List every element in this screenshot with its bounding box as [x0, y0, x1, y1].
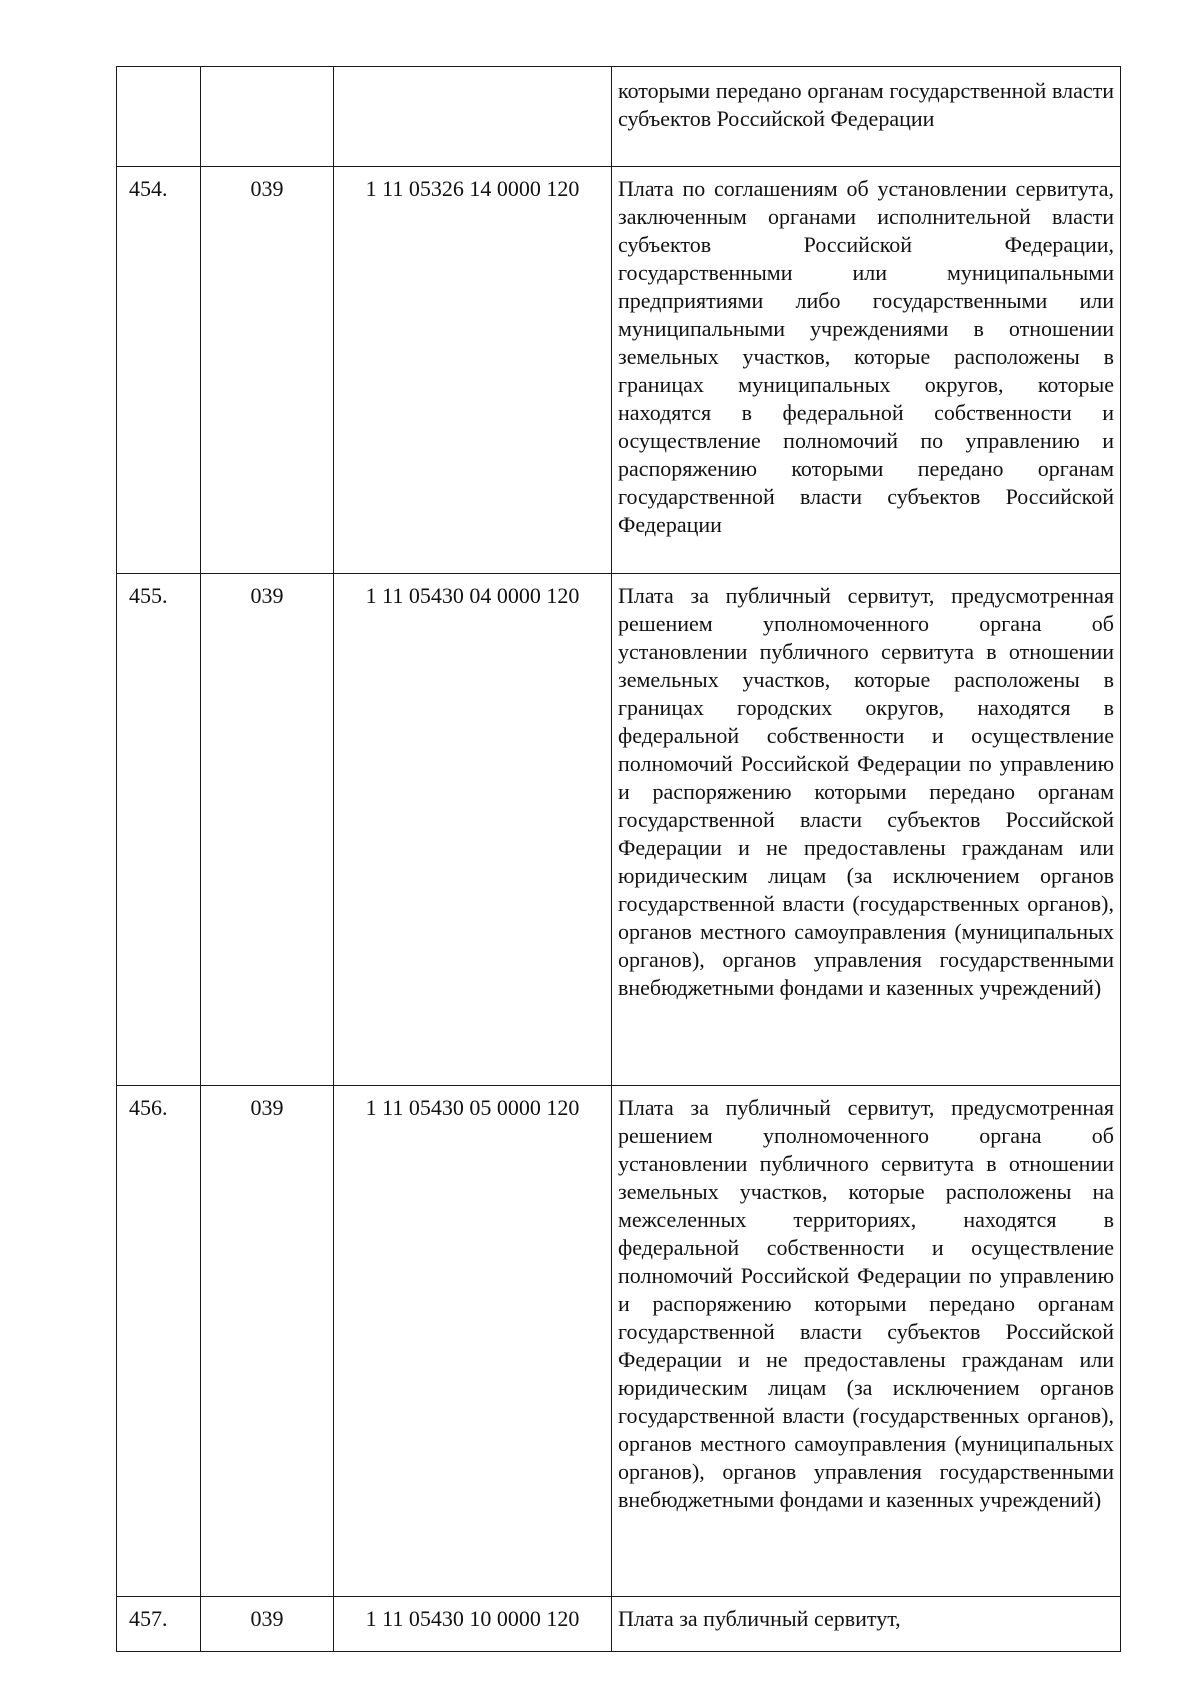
- administrator-code: 039: [201, 167, 334, 574]
- revenue-codes-table: [116, 66, 1121, 1652]
- table-row: [117, 574, 1121, 1086]
- table-row: [117, 67, 1121, 167]
- revenue-description: Плата за публичный сервитут, предусмотренная решением уполномоченного органа об установлении публичного сервитута в отношении земельных участков, которые расположены на межселенных территориях, находятся в федеральной собственности и осуществление полномочий Российской Федерации по управлению и распоряжению которыми передано органам государственной власти субъектов Российской Федерации и не предоставлены гражданам или юридическим лицам (за исключением органов государственной власти (государственных органов), органов местного самоуправления (муниципальных органов), органов управления государственными внебюджетными фондами и казенных учреждений): [612, 1086, 1121, 1597]
- row-number: 454.: [117, 167, 201, 574]
- administrator-code: 039: [201, 574, 334, 1086]
- revenue-description: Плата за публичный сервитут, предусмотренная решением уполномоченного органа об установлении публичного сервитута в отношении земельных участков, которые расположены в границах городских округов, находятся в федеральной собственности и осуществление полномочий Российской Федерации по управлению и распоряжению которыми передано органам государственной власти субъектов Российской Федерации и не предоставлены гражданам или юридическим лицам (за исключением органов государственной власти (государственных органов), органов местного самоуправления (муниципальных органов), органов управления государственными внебюджетными фондами и казенных учреждений): [612, 574, 1121, 1086]
- revenue-description: которыми передано органам государственной власти субъектов Российской Федерации: [612, 67, 1121, 167]
- table-row: [117, 1086, 1121, 1597]
- administrator-code: 039: [201, 1597, 334, 1652]
- revenue-description: Плата за публичный сервитут,: [612, 1597, 1121, 1652]
- budget-classification-code: 1 11 05430 04 0000 120: [334, 574, 612, 1086]
- row-number: 457.: [117, 1597, 201, 1652]
- row-number: 455.: [117, 574, 201, 1086]
- row-number: [117, 67, 201, 167]
- administrator-code: [201, 67, 334, 167]
- budget-classification-code: 1 11 05430 05 0000 120: [334, 1086, 612, 1597]
- revenue-description: Плата по соглашениям об установлении сервитута, заключенным органами исполнительной власти субъектов Российской Федерации, государственными или муниципальными предприятиями либо государственными или муниципальными учреждениями в отношении земельных участков, которые расположены в границах муниципальных округов, которые находятся в федеральной собственности и осуществление полномочий по управлению и распоряжению которыми передано органам государственной власти субъектов Российской Федерации: [612, 167, 1121, 574]
- table-row: [117, 1597, 1121, 1652]
- budget-classification-code: 1 11 05326 14 0000 120: [334, 167, 612, 574]
- budget-classification-code: [334, 67, 612, 167]
- administrator-code: 039: [201, 1086, 334, 1597]
- row-number: 456.: [117, 1086, 201, 1597]
- table-row: [117, 167, 1121, 574]
- budget-classification-code: 1 11 05430 10 0000 120: [334, 1597, 612, 1652]
